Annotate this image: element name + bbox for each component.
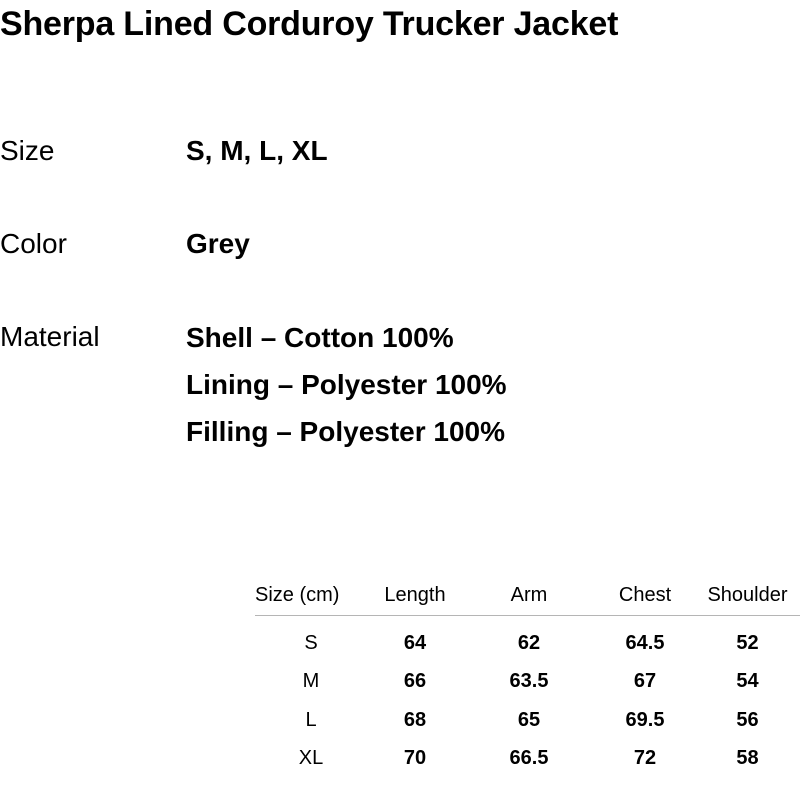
row-shoulder: 58 <box>736 747 759 770</box>
table-row-l <box>255 701 800 740</box>
row-arm: 65 <box>517 708 541 731</box>
row-chest: 72 <box>633 747 657 770</box>
row-length: 68 <box>403 708 427 731</box>
row-size: L <box>305 708 317 731</box>
row-shoulder: 54 <box>736 670 759 693</box>
size-chart-table <box>255 575 800 778</box>
header-length: Length <box>367 575 463 616</box>
row-arm: 66.5 <box>509 747 549 770</box>
product-title: Sherpa Lined Corduroy Trucker Jacket <box>0 5 619 43</box>
size-label: Size <box>0 135 55 166</box>
row-arm: 63.5 <box>509 670 549 693</box>
size-value: S, M, L, XL <box>186 135 328 166</box>
header-size-cm: Size (cm) <box>255 575 367 616</box>
header-chest: Chest <box>595 575 695 616</box>
row-shoulder: 52 <box>736 631 759 654</box>
color-label: Color <box>0 228 67 259</box>
header-shoulder: Shoulder <box>695 575 800 616</box>
table-row-s <box>255 616 800 663</box>
table-row-xl <box>255 740 800 779</box>
row-chest: 69.5 <box>625 708 665 731</box>
material-shell: Shell – Cotton 100% <box>186 322 454 353</box>
material-label: Material <box>0 321 100 352</box>
size-chart-header-row <box>255 575 800 616</box>
row-shoulder: 56 <box>736 708 759 731</box>
row-size: M <box>302 670 320 693</box>
row-length: 70 <box>403 747 427 770</box>
material-lining: Lining – Polyester 100% <box>186 369 507 400</box>
row-arm: 62 <box>517 631 541 654</box>
material-value <box>186 321 507 462</box>
row-length: 64 <box>403 631 427 654</box>
material-filling: Filling – Polyester 100% <box>186 416 506 447</box>
row-length: 66 <box>403 670 427 693</box>
row-chest: 67 <box>633 670 657 693</box>
color-value: Grey <box>186 228 250 259</box>
row-size: XL <box>298 747 324 770</box>
row-chest: 64.5 <box>625 631 665 654</box>
row-size: S <box>304 631 318 654</box>
header-arm: Arm <box>463 575 595 616</box>
table-row-m <box>255 663 800 702</box>
